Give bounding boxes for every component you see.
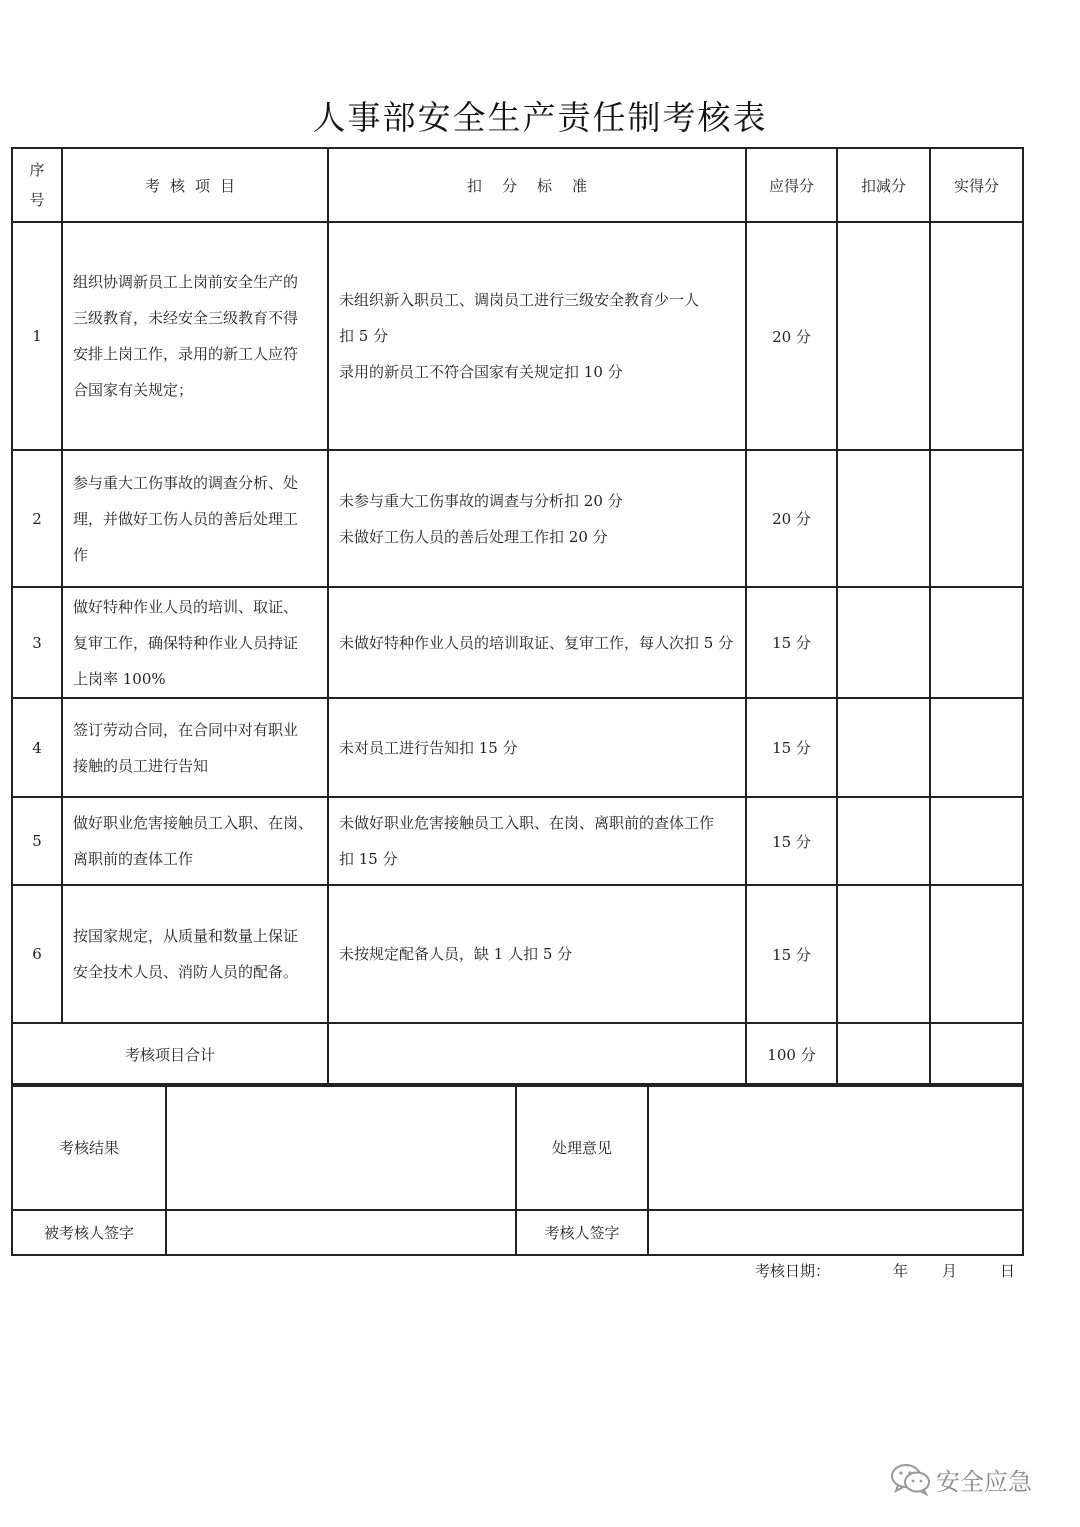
row-item-line: 组织协调新员工上岗前安全生产的 — [73, 273, 299, 291]
row-seq: 2 — [12, 450, 62, 587]
row-standard-line: 未参与重大工伤事故的调查与分析扣 20 分 — [339, 491, 623, 510]
table-row — [12, 450, 1023, 587]
date-year: 年 — [893, 1262, 909, 1280]
header-item — [62, 148, 328, 222]
row-item-line: 理，并做好工伤人员的善后处理工 — [73, 509, 299, 528]
watermark — [890, 1460, 1060, 1500]
row-item-line: 做好职业危害接触员工入职、在岗、 — [73, 814, 314, 832]
row-deduct-cell[interactable] — [837, 222, 930, 450]
table-row — [12, 698, 1023, 797]
header-seq-line1: 序 — [29, 161, 45, 179]
table-row — [12, 797, 1023, 885]
row-item-line: 离职前的查体工作 — [73, 850, 194, 868]
header-seq — [12, 148, 62, 222]
row-standard-line: 未组织新入职员工、调岗员工进行三级安全教育少一人 — [339, 291, 700, 309]
row-actual-cell[interactable] — [930, 450, 1023, 587]
total-deduct-cell[interactable] — [837, 1023, 930, 1086]
row-item — [62, 698, 328, 797]
row-seq: 3 — [12, 587, 62, 698]
table-row — [12, 222, 1023, 450]
row-item — [62, 885, 328, 1023]
date-month: 月 — [942, 1262, 958, 1280]
row-item-line: 安排上岗工作，录用的新工人应符 — [73, 345, 299, 363]
opinion-label: 处理意见 — [516, 1084, 648, 1210]
table-header-row — [12, 148, 1023, 222]
row-deduct-cell[interactable] — [837, 885, 930, 1023]
examiner-sign-field[interactable] — [648, 1210, 1023, 1255]
row-item-line: 按国家规定，从质量和数量上保证 — [73, 927, 299, 945]
row-actual-cell[interactable] — [930, 698, 1023, 797]
row-item-line: 上岗率 100% — [73, 669, 166, 688]
header-item-label: 考核项目 — [144, 176, 245, 195]
total-score: 100 分 — [746, 1023, 837, 1086]
header-standard — [328, 148, 746, 222]
result-label: 考核结果 — [12, 1084, 166, 1210]
row-item-line: 签订劳动合同，在合同中对有职业 — [73, 720, 299, 739]
row-standard-line: 未按规定配备人员，缺 1 人扣 5 分 — [339, 945, 573, 963]
total-row — [12, 1023, 1023, 1086]
assessment-table — [11, 147, 1024, 1087]
total-actual-cell[interactable] — [930, 1023, 1023, 1086]
row-standard-line: 未做好特种作业人员的培训取证、复审工作，每人次扣 5 分 — [339, 633, 734, 652]
row-standard — [328, 885, 746, 1023]
row-item — [62, 450, 328, 587]
row-standard — [328, 698, 746, 797]
header-seq-line2: 号 — [29, 191, 45, 209]
row-deduct-cell[interactable] — [837, 587, 930, 698]
row-standard-line: 未对员工进行告知扣 15 分 — [339, 738, 518, 757]
row-actual-cell[interactable] — [930, 885, 1023, 1023]
row-item-line: 复审工作，确保特种作业人员持证 — [73, 633, 299, 652]
row-score: 15 分 — [746, 587, 837, 698]
page-title: 人事部安全生产责任制考核表 — [312, 98, 768, 137]
row-seq: 6 — [12, 885, 62, 1023]
assessment-date — [755, 1260, 1025, 1282]
wechat-icon — [890, 1462, 932, 1496]
result-row — [12, 1084, 1023, 1210]
row-score: 20 分 — [746, 222, 837, 450]
row-standard-line: 录用的新员工不符合国家有关规定扣 10 分 — [339, 363, 623, 381]
header-score: 应得分 — [746, 148, 837, 222]
row-item-line: 合国家有关规定； — [73, 381, 194, 399]
row-deduct-cell[interactable] — [837, 450, 930, 587]
row-actual-cell[interactable] — [930, 587, 1023, 698]
examinee-sign-label: 被考核人签字 — [12, 1210, 166, 1255]
row-standard — [328, 587, 746, 698]
row-standard-line: 扣 15 分 — [339, 850, 398, 868]
row-item-line: 参与重大工伤事故的调查分析、处 — [73, 473, 299, 492]
header-actual: 实得分 — [930, 148, 1023, 222]
row-deduct-cell[interactable] — [837, 797, 930, 885]
examiner-sign-label: 考核人签字 — [516, 1210, 648, 1255]
row-standard-line: 未做好职业危害接触员工入职、在岗、离职前的查体工作 — [339, 814, 715, 832]
total-standard-cell — [328, 1023, 746, 1086]
row-item — [62, 587, 328, 698]
row-standard-line: 未做好工伤人员的善后处理工作扣 20 分 — [339, 527, 608, 546]
date-label: 考核日期： — [755, 1262, 831, 1280]
row-deduct-cell[interactable] — [837, 698, 930, 797]
row-seq: 1 — [12, 222, 62, 450]
row-item — [62, 222, 328, 450]
table-row — [12, 885, 1023, 1023]
row-item — [62, 797, 328, 885]
row-score: 15 分 — [746, 797, 837, 885]
header-standard-label: 扣分标准 — [466, 176, 607, 195]
row-standard — [328, 222, 746, 450]
opinion-field[interactable] — [648, 1084, 1023, 1210]
signature-table — [11, 1083, 1024, 1256]
row-standard-line: 扣 5 分 — [339, 327, 389, 345]
row-standard — [328, 797, 746, 885]
row-seq: 4 — [12, 698, 62, 797]
row-actual-cell[interactable] — [930, 222, 1023, 450]
row-item-line: 做好特种作业人员的培训、取证、 — [73, 597, 299, 616]
row-score: 15 分 — [746, 698, 837, 797]
header-deduct: 扣减分 — [837, 148, 930, 222]
examinee-sign-field[interactable] — [166, 1210, 516, 1255]
row-item-line: 安全技术人员、消防人员的配备。 — [73, 963, 299, 981]
row-item-line: 三级教育，未经安全三级教育不得 — [73, 309, 299, 327]
row-score: 20 分 — [746, 450, 837, 587]
row-actual-cell[interactable] — [930, 797, 1023, 885]
row-score: 15 分 — [746, 885, 837, 1023]
row-item-line: 接触的员工进行告知 — [73, 756, 209, 775]
result-field[interactable] — [166, 1084, 516, 1210]
total-label: 考核项目合计 — [12, 1023, 328, 1086]
watermark-text: 安全应急 — [936, 1468, 1032, 1496]
row-standard — [328, 450, 746, 587]
row-seq: 5 — [12, 797, 62, 885]
date-day: 日 — [1000, 1262, 1016, 1280]
row-item-line: 作 — [73, 545, 89, 564]
table-row — [12, 587, 1023, 698]
signature-row — [12, 1210, 1023, 1255]
